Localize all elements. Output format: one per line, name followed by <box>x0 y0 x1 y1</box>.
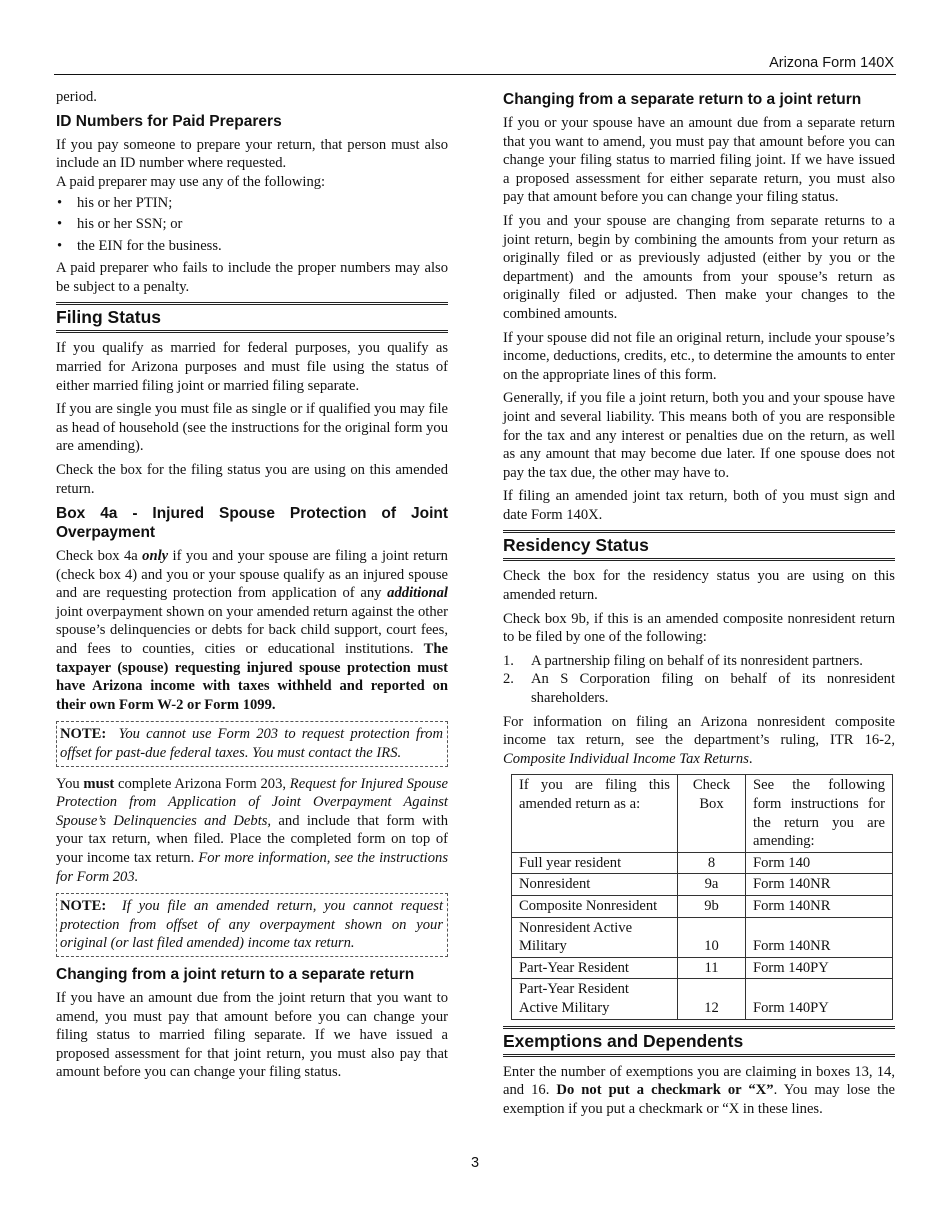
list-item: • the EIN for the business. <box>57 237 222 254</box>
separate-to-joint-p4: Generally, if you file a joint return, both you and your spouse have joint and several liability. This means both of you are responsible for the tax and any interest or penalties due on the return, as well as any amount that may become due later. If one spouse does not pay the tax due, the other may have to. <box>503 390 895 481</box>
residency-heading-box <box>503 530 895 561</box>
list-item: 2. An S Corporation filing on behalf of its nonresident shareholders. <box>503 671 895 707</box>
residency-p2: Check box 9b, if this is an amended composite nonresident return to be filed by one of the following: <box>503 610 895 646</box>
residency-table <box>511 774 893 1019</box>
table-header: See the following form instructions for the return you are amending: <box>746 775 893 852</box>
filing-status-heading-box <box>56 302 448 333</box>
id-numbers-list <box>56 194 448 255</box>
table-row: Full year resident 8 Form 140 <box>512 852 893 874</box>
residency-list <box>503 652 895 708</box>
box4a-heading: Box 4a - Injured Spouse Protection of Joint Overpayment <box>56 505 448 542</box>
id-numbers-heading: ID Numbers for Paid Preparers <box>56 112 282 130</box>
table-row: Part-Year Resident 11 Form 140PY <box>512 957 893 979</box>
residency-p1: Check the box for the residency status you are using on this amended return. <box>503 568 895 604</box>
residency-heading: Residency Status <box>503 535 649 556</box>
bullet-icon: • <box>57 237 63 254</box>
filing-status-p1: If you qualify as married for federal purposes, you qualify as married for Arizona purposes and must file using the status of either married filing joint or married filing separate. <box>56 340 448 394</box>
id-numbers-p2: A paid preparer may use any of the following: <box>56 173 326 190</box>
list-item: • his or her PTIN; <box>57 195 173 212</box>
page-number: 3 <box>470 1155 480 1171</box>
note-amended-return <box>56 893 448 957</box>
filing-status-p3: Check the box for the filing status you are using on this amended return. <box>56 461 448 497</box>
filing-status-heading: Filing Status <box>56 307 161 328</box>
id-numbers-p1: If you pay someone to prepare your return, that person must also include an ID number where requested. <box>56 136 448 172</box>
note-form-203 <box>56 721 448 766</box>
joint-to-separate-heading: Changing from a joint return to a separate return <box>56 965 415 983</box>
left-column <box>56 88 448 1087</box>
note-label: NOTE: <box>60 898 107 915</box>
note-text: If you file an amended return, you cannot request protection from offset of any overpayment shown on your original (or last filed amended) income tax return. <box>60 898 443 952</box>
note-label: NOTE: <box>60 726 107 743</box>
box4a-p1: Check box 4a only if you and your spouse are filing a joint return (check box 4) and you or your spouse qualify as an injured spouse and are requesting protection from application of any additional joint overpayment shown on your amended return against the other spouse’s delinquencies or debts for back child support, court fees, and fees to counties, cities or educational institutions. The taxpayer (spouse) requesting injured spouse protection must have Arizona income with taxes withheld and reported on their own Form W-2 or Form 1099. <box>56 548 448 713</box>
exemptions-p1: Enter the number of exemptions you are claiming in boxes 13, 14, and 16. Do not put a checkmark or “X”. You may lose the exemption if you put a checkmark or “X in these lines. <box>503 1063 895 1117</box>
filing-status-p2: If you are single you must file as single or if qualified you may file as head of household (see the instructions for the original form you are amending). <box>56 401 448 455</box>
exemptions-heading-box <box>503 1026 895 1057</box>
residency-p3: For information on filing an Arizona nonresident composite income tax return, see the department’s ruling, ITR 16-2, Composite Individual Income Tax Returns. <box>503 713 895 767</box>
table-row: Nonresident Active Military 10 Form 140NR <box>512 917 893 957</box>
table-row: Composite Nonresident 9b Form 140NR <box>512 895 893 917</box>
bullet-icon: • <box>57 195 63 212</box>
table-row: Nonresident 9a Form 140NR <box>512 874 893 896</box>
id-numbers-p3: A paid preparer who fails to include the proper numbers may also be subject to a penalty. <box>56 260 448 295</box>
separate-to-joint-heading: Changing from a separate return to a joint return <box>503 91 862 108</box>
note-text: You cannot use Form 203 to request protection from offset for past-due federal taxes. You must contact the IRS. <box>60 726 444 762</box>
form-title: Arizona Form 140X <box>769 55 894 71</box>
joint-to-separate-p1: If you have an amount due from the joint return that you want to amend, you must pay that amount before you can change your filing status to married filing separate. If we have issued a proposed assessment for that joint return, you must also pay that amount before you can change your filing status. <box>56 989 448 1081</box>
right-column <box>503 88 895 1123</box>
lead-fragment: period. <box>56 89 97 105</box>
box4a-p2: You must complete Arizona Form 203, Request for Injured Spouse Protection from Application of Joint Overpayment Against Spouse’s Delinquencies and Debts, and include that form with your tax return, when filed. Place the completed form on top of your income tax return. For more information, see the instructions for Form 203. <box>56 775 449 885</box>
separate-to-joint-p2: If you and your spouse are changing from separate returns to a joint return, begin by combining the amounts from your return as originally filed or as previously adjusted (either by you or the department) and the amounts from your spouse’s return as originally filed or adjusted. Then make your changes to the combined amounts. <box>503 212 895 322</box>
separate-to-joint-p1: If you or your spouse have an amount due from a separate return that you want to amend, you must pay that amount before you can change your filing status to married filing joint. If we have issued a proposed assessment for either separate return, you must also pay that amount before you can change your filing status. <box>503 115 895 206</box>
exemptions-heading: Exemptions and Dependents <box>503 1030 744 1051</box>
header-rule <box>54 74 896 75</box>
list-item: • his or her SSN; or <box>57 216 183 233</box>
table-header-row <box>512 775 893 852</box>
separate-to-joint-p5: If filing an amended joint tax return, both of you must sign and date Form 140X. <box>503 488 895 523</box>
table-row: Part-Year Resident Active Military 12 Form 140PY <box>512 979 893 1019</box>
table-header: If you are filing this amended return as a: <box>512 775 678 852</box>
list-item: 1. A partnership filing on behalf of its nonresident partners. <box>503 652 863 669</box>
separate-to-joint-p3: If your spouse did not file an original return, include your spouse’s income, deductions, credits, etc., to determine the amounts to enter on the appropriate lines of this form. <box>503 329 895 383</box>
table-header: Check Box <box>678 775 746 852</box>
bullet-icon: • <box>57 216 63 233</box>
